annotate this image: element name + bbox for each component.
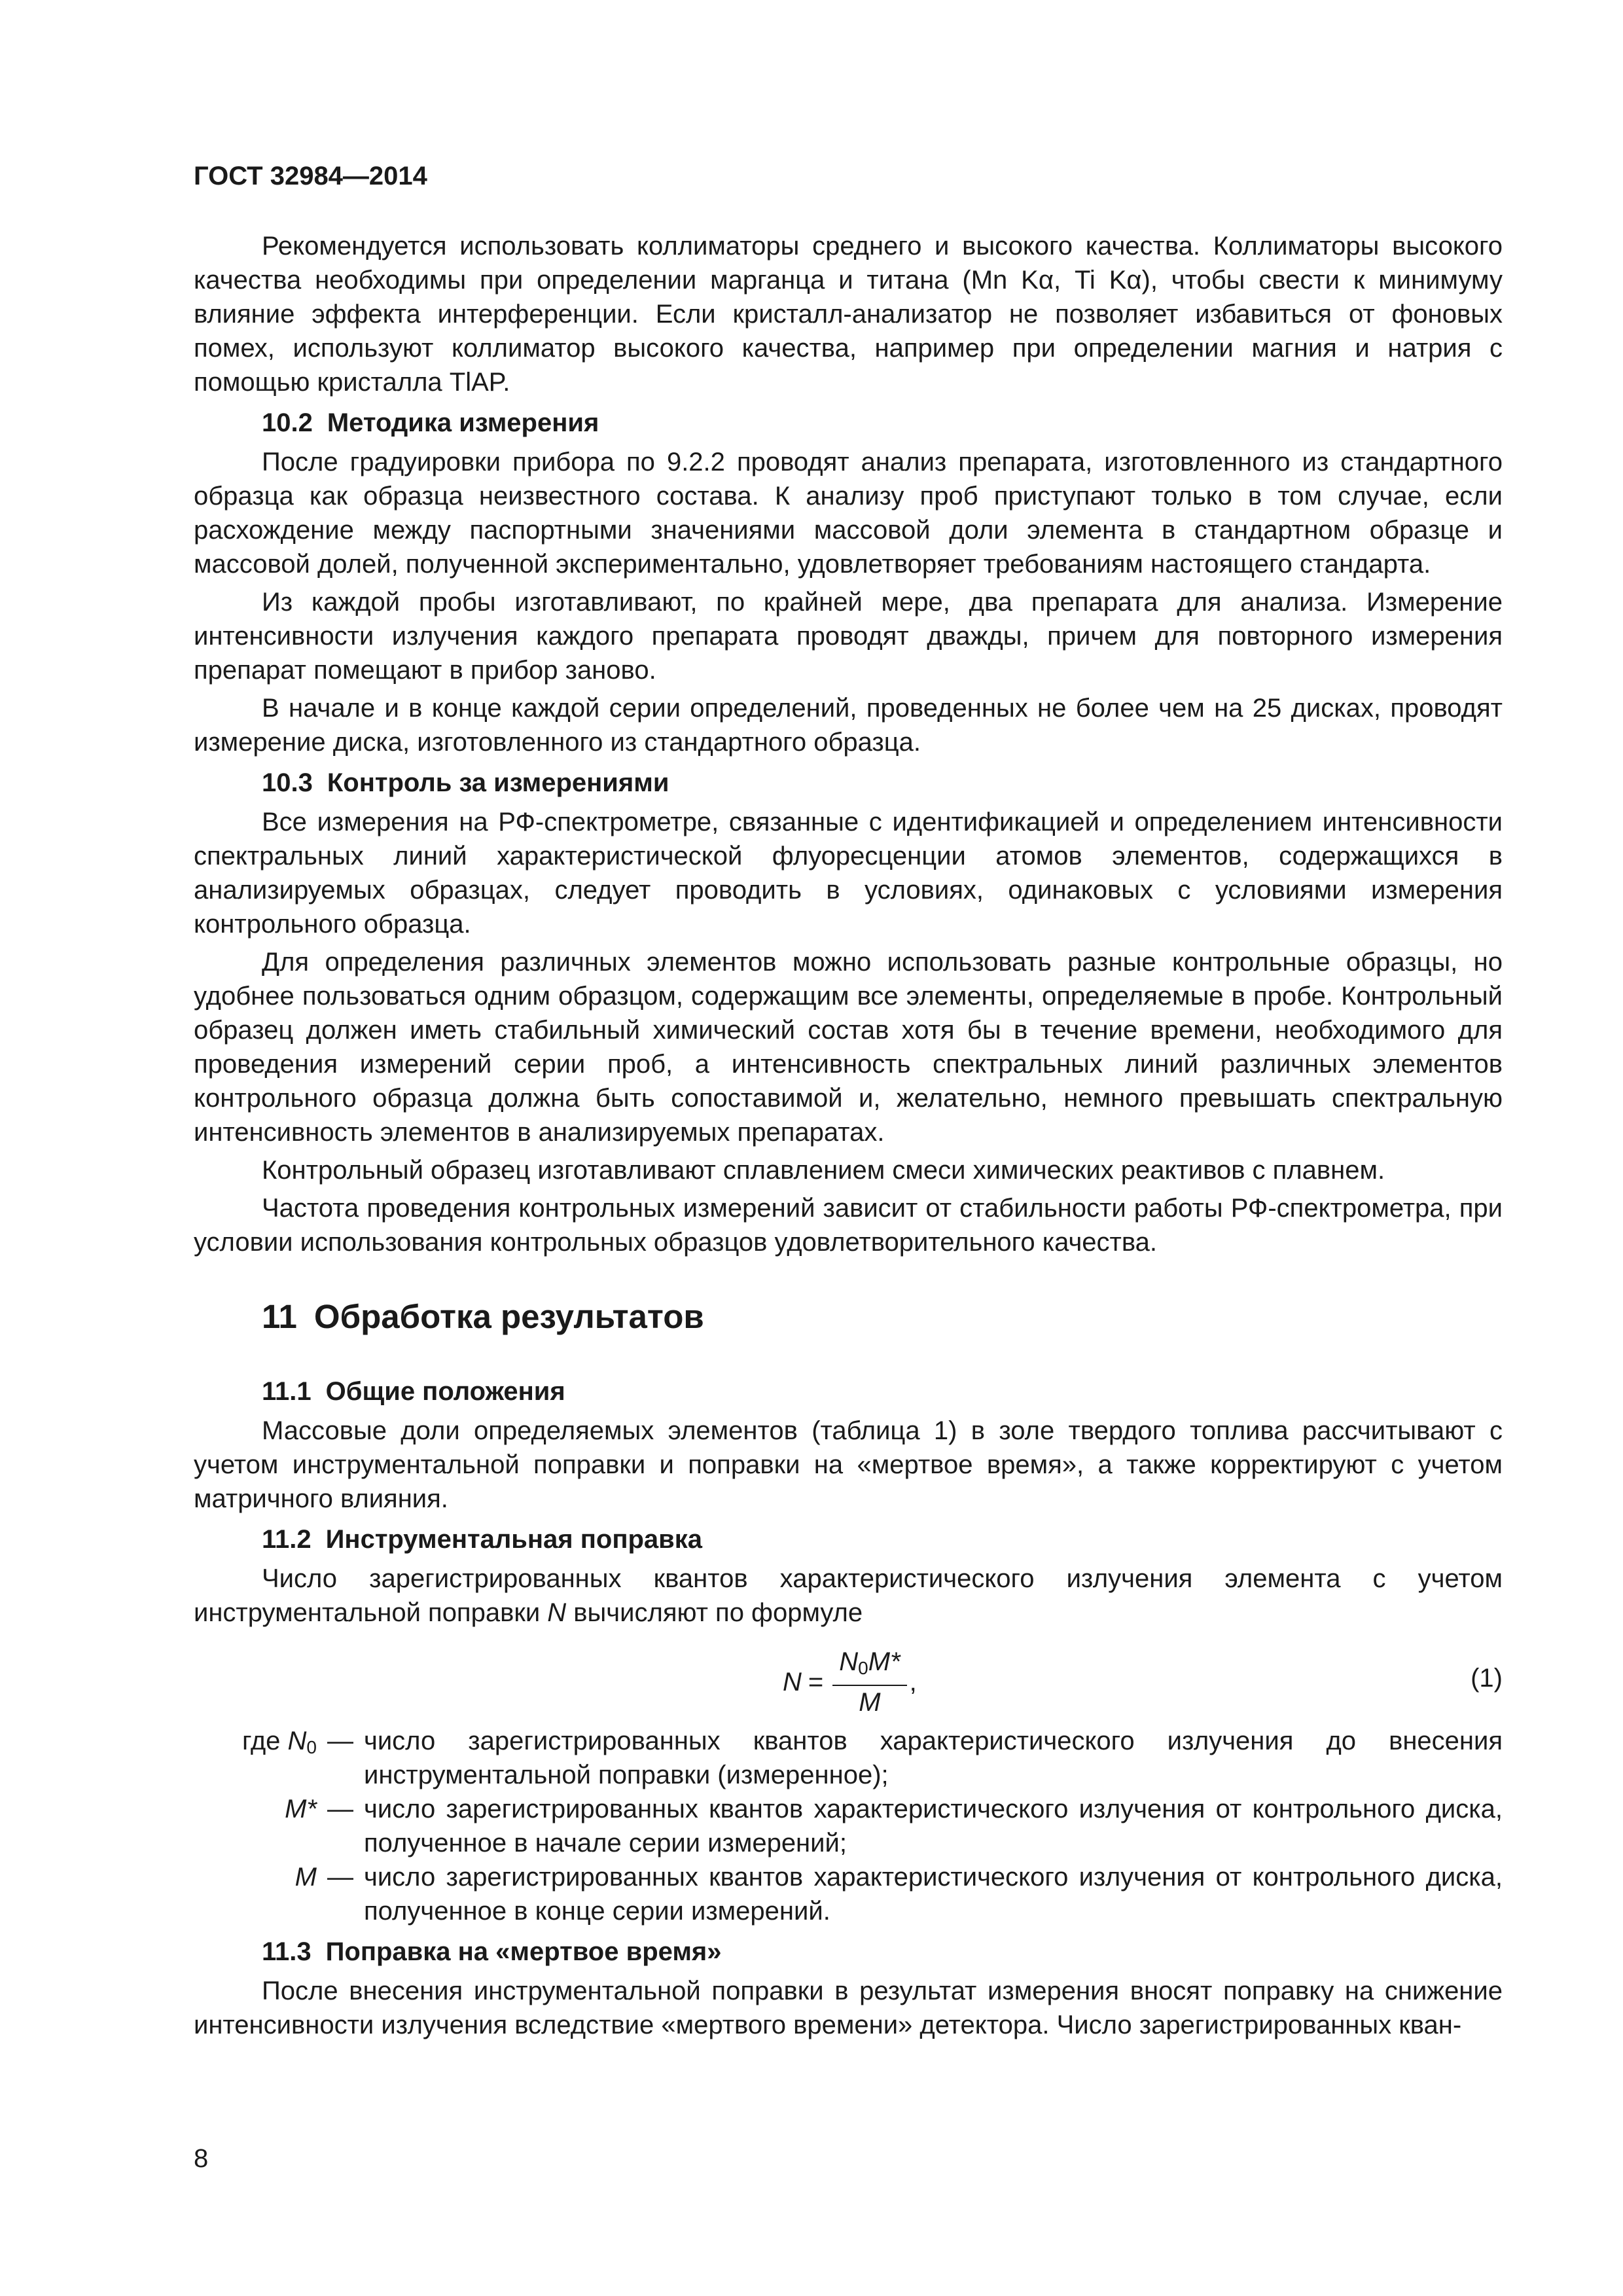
section-number: 11.3 bbox=[262, 1937, 312, 1966]
definition-term: где $N_0$ bbox=[242, 1727, 317, 1757]
section-title: Общие положения bbox=[325, 1377, 565, 1406]
definition-text: число зарегистрированных квантов характеристического излучения от контрольного диска, полученное в начале серии измерений; bbox=[364, 1795, 1503, 1857]
paragraph: После градуировки прибора по 9.2.2 проводят анализ препарата, изготовленного из стандартного образца как образца неизвестного состава. К анализу проб приступают только в том случае, если расхождение между паспортными значениями массовой доли элемента в стандартном образце и массовой долей, полученной экспериментально, удовлетворяет требованиям настоящего стандарта. bbox=[194, 448, 1503, 579]
formula-1 bbox=[194, 1644, 1503, 1717]
definition-m-star bbox=[194, 1792, 1503, 1860]
section-number: 11 bbox=[262, 1298, 297, 1335]
formula-lhs: N bbox=[783, 1668, 802, 1696]
definition-dash: — bbox=[327, 1795, 353, 1823]
intro-paragraph: Рекомендуется использовать коллиматоры среднего и высокого качества. Коллиматоры высокого качества необходимы при определении марганца и титана (Mn Kα, Ti Kα), чтобы свести к минимуму влияние эффекта интерференции. Если кристалл-анализатор не позволяет избавиться от фоновых помех, используют коллиматор высокого качества, например при определении магния и натрия с помощью кристалла TlAP. bbox=[194, 232, 1503, 397]
formula-number: (1) bbox=[1471, 1664, 1503, 1693]
formula-equals: = bbox=[808, 1668, 824, 1696]
formula-expression bbox=[783, 1647, 917, 1717]
paragraph: В начале и в конце каждой серии определений, проведенных не более чем на 25 дисках, проводят измерение диска, изготовленного из стандартного образца. bbox=[194, 694, 1503, 757]
definition-dash: — bbox=[327, 1863, 353, 1892]
formula-denominator: M bbox=[859, 1688, 881, 1717]
section-heading-11-3 bbox=[194, 1935, 1503, 1969]
paragraph: Для определения различных элементов можно использовать разные контрольные образцы, но удобнее пользоваться одним образцом, содержащим все элементы, определяемые в пробе. Контрольный образец должен иметь стабильный химический состав хотя бы в течение времени, необходимого для проведения измерений серии проб, а интенсивность спектральных линий различных элементов контрольного образца должна быть сопоставимой и, желательно, немного превышать спектральную интенсивность элементов в анализируемых препаратах. bbox=[194, 948, 1503, 1147]
paragraph: После внесения инструментальной поправки в результат измерения вносят поправку на снижение интенсивности излучения вследствие «мертвого времени» детектора. Число зарегистрированных кван- bbox=[194, 1977, 1503, 2039]
page-number: 8 bbox=[194, 2144, 209, 2173]
section-title: Инструментальная поправка bbox=[325, 1525, 703, 1554]
paragraph: Все измерения на РФ-спектрометре, связанные с идентификацией и определением интенсивности спектральных линий характеристической флуоресценции атомов элементов, содержащихся в анализируемых образцах, следует проводить в условиях, одинаковых с условиями измерения контрольного образца. bbox=[194, 808, 1503, 939]
formula-comma: , bbox=[909, 1668, 917, 1696]
variable-n: N bbox=[547, 1598, 567, 1627]
definition-text: число зарегистрированных квантов характеристического излучения до внесения инструментальной поправки (измеренное); bbox=[364, 1727, 1503, 1789]
section-title: Обработка результатов bbox=[313, 1298, 704, 1335]
definition-n0 bbox=[194, 1724, 1503, 1792]
section-heading-10-3 bbox=[194, 766, 1503, 800]
section-number: 11.1 bbox=[262, 1377, 312, 1406]
section-number: 11.2 bbox=[262, 1525, 312, 1554]
definition-dash: — bbox=[327, 1727, 353, 1755]
paragraph: Массовые доли определяемых элементов (таблица 1) в золе твердого топлива рассчитывают с учетом инструментальной поправки и поправки на «мертвое время», а также корректируют с учетом матричного влияния. bbox=[194, 1416, 1503, 1513]
section-number: 10.3 bbox=[262, 768, 313, 797]
formula-numerator: $N_0M*$ bbox=[832, 1647, 906, 1686]
formula-definitions bbox=[194, 1724, 1503, 1928]
section-heading-11-2 bbox=[194, 1522, 1503, 1556]
paragraph: Из каждой пробы изготавливают, по крайней мере, два препарата для анализа. Измерение интенсивности излучения каждого препарата проводят дважды, причем для повторного измерения препарат помещают в прибор заново. bbox=[194, 588, 1503, 685]
definition-m bbox=[194, 1860, 1503, 1928]
section-heading-11 bbox=[194, 1296, 1503, 1338]
section-heading-10-2 bbox=[194, 406, 1503, 440]
section-number: 10.2 bbox=[262, 408, 313, 437]
section-title: Методика измерения bbox=[327, 408, 599, 437]
section-heading-11-1 bbox=[194, 1374, 1503, 1408]
document-header: ГОСТ 32984—2014 bbox=[194, 162, 427, 190]
definition-term: M* bbox=[285, 1795, 317, 1823]
page-content bbox=[194, 229, 1503, 2042]
section-title: Поправка на «мертвое время» bbox=[325, 1937, 722, 1966]
definition-text: число зарегистрированных квантов характеристического излучения от контрольного диска, полученное в конце серии измерений. bbox=[364, 1863, 1503, 1926]
paragraph: Частота проведения контрольных измерений зависит от стабильности работы РФ-спектрометра, при условии использования контрольных образцов удовлетворительного качества. bbox=[194, 1194, 1503, 1257]
paragraph: Число зарегистрированных квантов характеристического излучения элемента с учетом инструментальной поправки N вычисляют по формуле bbox=[194, 1564, 1503, 1627]
section-title: Контроль за измерениями bbox=[327, 768, 669, 797]
definition-term: M bbox=[294, 1863, 317, 1892]
formula-fraction bbox=[832, 1647, 906, 1717]
paragraph: Контрольный образец изготавливают сплавлением смеси химических реактивов с плавнем. bbox=[262, 1156, 1385, 1185]
